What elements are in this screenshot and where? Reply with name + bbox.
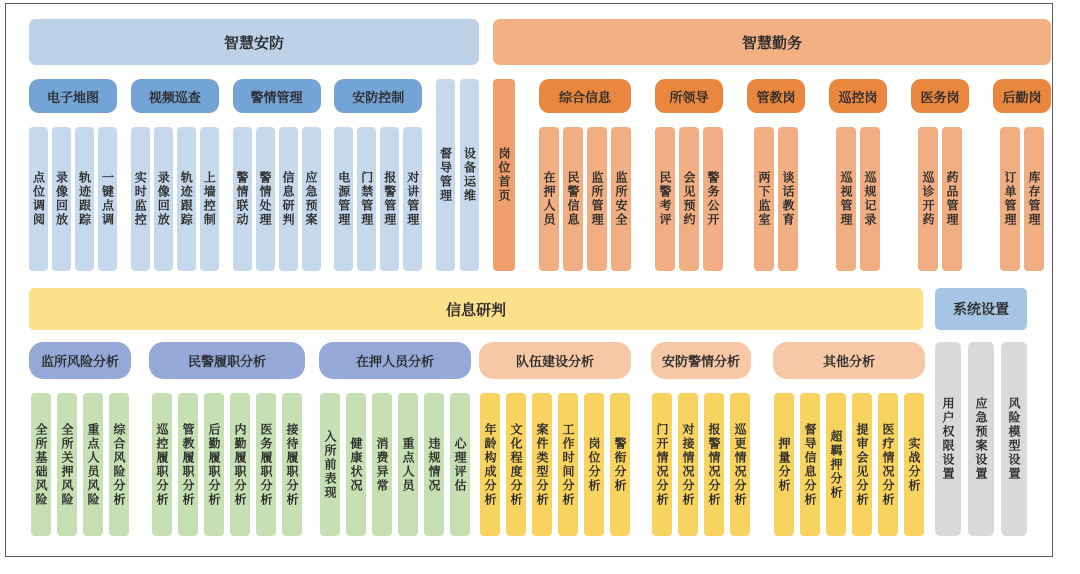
analysis-bar: 对接情况分析 [678,393,698,536]
group-security-control [334,79,422,271]
group-video-patrol-header: 视频巡查 [131,79,219,113]
feature-bar: 监所安全 [611,127,631,271]
group-team-building-analysis [479,342,631,536]
group-alarm-management [233,79,321,271]
feature-bar: 药品管理 [942,127,962,271]
security-side-items [436,79,479,271]
group-logistics-post-items [993,127,1051,271]
diagram-frame [5,3,1053,557]
analysis-bar: 重点人员 [398,393,418,536]
group-electronic-map-items [29,127,117,271]
group-security-control-items [334,127,422,271]
analysis-bar: 后勤履职分析 [204,393,224,536]
analysis-bar: 医疗情况分析 [878,393,898,536]
analysis-bar: 案件类型分析 [532,393,552,536]
settings-bar: 用户权限设置 [935,342,961,536]
feature-bar: 民警考评 [655,127,675,271]
group-jail-risk-analysis [29,342,131,536]
group-video-patrol [131,79,219,271]
analysis-bar: 巡控履职分析 [152,393,172,536]
analysis-bar: 押量分析 [774,393,794,536]
group-station-leader-items [655,127,723,271]
feature-bar: 谈话教育 [778,127,798,271]
settings-bar: 风险模型设置 [1001,342,1027,536]
analysis-bar: 文化程度分析 [506,393,526,536]
analysis-bar: 实战分析 [904,393,924,536]
analysis-bar: 报警情况分析 [704,393,724,536]
feature-bar: 订单管理 [1000,127,1020,271]
feature-bar: 对讲管理 [403,127,422,271]
analysis-bar: 年龄构成分析 [480,393,500,536]
group-other-analysis-header: 其他分析 [773,342,925,379]
group-alarm-management-header: 警情管理 [233,79,321,113]
group-comprehensive-info-header: 综合信息 [539,79,631,113]
analysis-bar: 巡更情况分析 [730,393,750,536]
group-logistics-post [993,79,1051,271]
analysis-bar: 提审会见分析 [852,393,872,536]
group-video-patrol-items [131,127,219,271]
analysis-bar: 重点人员风险 [83,393,103,536]
analysis-bar: 岗位分析 [584,393,604,536]
analysis-bar: 综合风险分析 [109,393,129,536]
analysis-bar: 医务履职分析 [256,393,276,536]
feature-bar: 应急预案 [302,127,321,271]
group-discipline-post-items [747,127,805,271]
group-alarm-management-items [233,127,321,271]
feature-bar: 会见预约 [679,127,699,271]
group-detainee-analysis [319,342,471,536]
feature-bar: 巡诊开药 [918,127,938,271]
group-team-building-analysis-items [479,393,631,536]
group-other-analysis [773,342,925,536]
feature-bar: 警务公开 [703,127,723,271]
supervision-management-bar: 督导管理 [436,79,455,271]
group-jail-risk-analysis-header: 监所风险分析 [29,342,131,379]
analysis-bar: 督导信息分析 [800,393,820,536]
group-police-duty-analysis [149,342,305,536]
group-patrol-post [829,79,887,271]
feature-bar: 警情处理 [256,127,275,271]
analysis-bar: 管教履职分析 [178,393,198,536]
feature-bar: 巡规记录 [860,127,880,271]
group-police-duty-analysis-items [149,393,305,536]
feature-bar: 报警管理 [380,127,399,271]
analysis-bar: 内勤履职分析 [230,393,250,536]
group-security-alarm-analysis-items [651,393,751,536]
info-analysis-band: 信息研判 [29,288,923,330]
duty-groups-row [493,79,1051,271]
group-detainee-analysis-items [319,393,471,536]
analysis-bar: 全所关押风险 [57,393,77,536]
group-medical-post-items [911,127,969,271]
group-electronic-map [29,79,117,271]
group-security-control-header: 安防控制 [334,79,422,113]
feature-bar: 录像回放 [154,127,173,271]
group-patrol-post-header: 巡控岗 [829,79,887,113]
group-electronic-map-header: 电子地图 [29,79,117,113]
security-groups-row [29,79,479,271]
post-homepage-bar: 岗位首页 [493,79,515,271]
group-station-leader [655,79,723,271]
group-patrol-post-items [829,127,887,271]
system-settings-items [935,342,1027,536]
group-discipline-post [747,79,805,271]
analysis-bar: 消费异常 [372,393,392,536]
group-security-alarm-analysis-header: 安防警情分析 [651,342,751,379]
feature-bar: 库存管理 [1024,127,1044,271]
analysis-bar: 入所前表现 [320,393,340,536]
feature-bar: 民警信息 [563,127,583,271]
feature-bar: 巡视管理 [836,127,856,271]
settings-bar: 应急预案设置 [968,342,994,536]
analysis-bar: 心理评估 [450,393,470,536]
analysis-bar: 全所基础风险 [31,393,51,536]
equipment-ops-bar: 设备运维 [460,79,479,271]
duty-section-header: 智慧勤务 [493,19,1051,65]
group-station-leader-header: 所领导 [655,79,723,113]
feature-bar: 在押人员 [539,127,559,271]
group-medical-post-header: 医务岗 [911,79,969,113]
feature-bar: 电源管理 [334,127,353,271]
analysis-bar: 工作时间分析 [558,393,578,536]
feature-bar: 轨迹跟踪 [75,127,94,271]
feature-bar: 实时监控 [131,127,150,271]
analysis-bar: 警衔分析 [610,393,630,536]
analysis-bar: 违规情况 [424,393,444,536]
group-comprehensive-info [539,79,631,271]
feature-bar: 上墙控制 [200,127,219,271]
feature-bar: 点位调阅 [29,127,48,271]
feature-bar: 一键点调 [98,127,117,271]
group-detainee-analysis-header: 在押人员分析 [319,342,471,379]
group-logistics-post-header: 后勤岗 [993,79,1051,113]
feature-bar: 门禁管理 [357,127,376,271]
system-settings-header: 系统设置 [935,288,1027,330]
group-discipline-post-header: 管教岗 [747,79,805,113]
feature-bar: 警情联动 [233,127,252,271]
feature-bar: 录像回放 [52,127,71,271]
analysis-bar: 健康状况 [346,393,366,536]
feature-bar: 监所管理 [587,127,607,271]
analysis-bar: 超羁押分析 [826,393,846,536]
feature-bar: 两下监室 [754,127,774,271]
group-other-analysis-items [773,393,925,536]
analysis-bar: 门开情况分析 [652,393,672,536]
group-medical-post [911,79,969,271]
group-police-duty-analysis-header: 民警履职分析 [149,342,305,379]
feature-bar: 轨迹跟踪 [177,127,196,271]
security-section-header: 智慧安防 [29,19,479,65]
group-security-alarm-analysis [651,342,751,536]
group-comprehensive-info-items [539,127,631,271]
feature-bar: 信息研判 [279,127,298,271]
group-team-building-analysis-header: 队伍建设分析 [479,342,631,379]
group-jail-risk-analysis-items [29,393,131,536]
analysis-bar: 接待履职分析 [282,393,302,536]
